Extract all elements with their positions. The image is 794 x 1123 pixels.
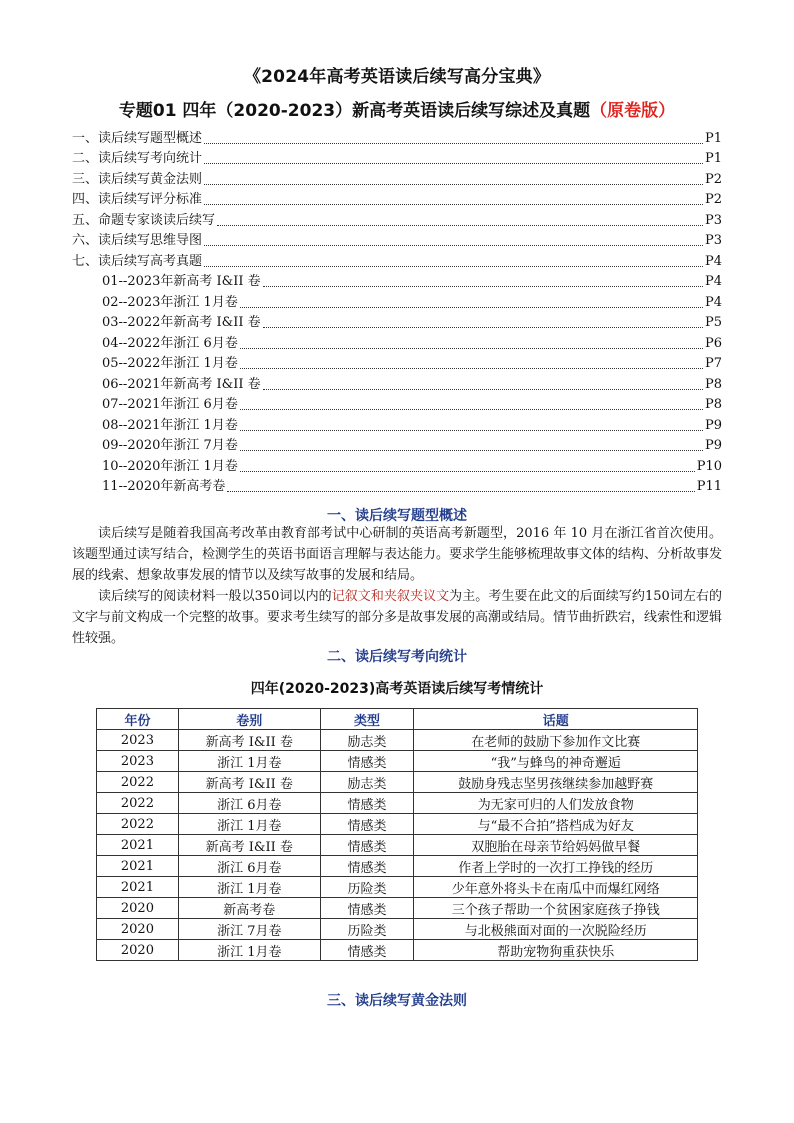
cell-topic: “我”与蜂鸟的神奇邂逅 xyxy=(414,751,698,772)
toc-entry[interactable] xyxy=(72,126,722,147)
cell-year: 2021 xyxy=(97,856,179,877)
toc-entry[interactable] xyxy=(72,270,722,291)
p2-text-start: 读后续写的阅读材料一般以350词以内的 xyxy=(98,589,332,604)
toc-entry-page: P7 xyxy=(704,356,722,371)
cell-paper: 浙江 6月卷 xyxy=(178,856,320,877)
toc-entry-label: 08--2021年浙江 1月卷 xyxy=(102,417,238,433)
toc-entry[interactable] xyxy=(72,290,722,311)
cell-topic: 三个孩子帮助一个贫困家庭孩子挣钱 xyxy=(414,898,698,919)
toc-entry-label: 02--2023年浙江 1月卷 xyxy=(102,294,238,310)
toc-dot-leader xyxy=(240,429,703,431)
toc-entry[interactable] xyxy=(72,331,722,352)
toc-entry[interactable] xyxy=(72,454,722,475)
toc-dot-leader xyxy=(240,367,703,369)
toc-entry-label: 七、读后续写高考真题 xyxy=(72,253,203,269)
toc-entry[interactable] xyxy=(72,167,722,188)
document-subtitle xyxy=(0,96,794,121)
toc-entry-page: P5 xyxy=(704,315,722,330)
toc-entry-label: 六、读后续写思维导图 xyxy=(72,233,203,248)
cell-topic: 为无家可归的人们发放食物 xyxy=(414,793,698,814)
toc-entry-label: 01--2023年新高考 I&II 卷 xyxy=(102,274,261,289)
table-title: 四年(2020-2023)高考英语读后续写考情统计 xyxy=(250,681,544,697)
subtitle-tag: （原卷版） xyxy=(590,101,676,121)
toc-dot-leader xyxy=(240,347,703,349)
cell-topic: 鼓励身残志坚男孩继续参加越野赛 xyxy=(414,772,698,793)
toc-entry-page: P9 xyxy=(704,438,722,453)
cell-type: 情感类 xyxy=(320,856,414,877)
cell-year: 2023 xyxy=(97,730,179,751)
cell-type: 情感类 xyxy=(320,835,414,856)
cell-topic: 在老师的鼓励下参加作文比赛 xyxy=(414,730,698,751)
toc-entry-page: P4 xyxy=(704,274,722,289)
toc-entry-page: P8 xyxy=(704,376,722,392)
overview-paragraph-2 xyxy=(72,586,722,649)
table-row xyxy=(97,772,698,793)
toc-entry-label: 04--2022年浙江 6月卷 xyxy=(102,335,238,351)
toc-dot-leader xyxy=(204,183,703,185)
cell-year: 2020 xyxy=(97,940,179,961)
cell-paper: 浙江 1月卷 xyxy=(178,751,320,772)
cell-topic: 与“最不合拍”搭档成为好友 xyxy=(414,814,698,835)
table-row xyxy=(97,877,698,898)
cell-paper: 浙江 1月卷 xyxy=(178,814,320,835)
table-row xyxy=(97,898,698,919)
toc-dot-leader xyxy=(240,449,703,451)
cell-paper: 浙江 6月卷 xyxy=(178,793,320,814)
cell-type: 励志类 xyxy=(320,772,414,793)
table-row xyxy=(97,856,698,877)
cell-paper: 新高考 I&II 卷 xyxy=(178,835,320,856)
cell-year: 2020 xyxy=(97,919,179,940)
toc-entry[interactable] xyxy=(72,413,722,434)
table-row xyxy=(97,919,698,940)
table-of-contents xyxy=(72,126,722,495)
header-type: 类型 xyxy=(320,709,414,730)
cell-year: 2022 xyxy=(97,772,179,793)
section-heading-overview: 一、读后续写题型概述 xyxy=(327,508,467,524)
p2-text-end: 为主。考生要在此文的后面续写约150词左右的文字与前文构成一个完整的故事。要求考生续写的部分多是故事发展的高潮或结局。情节曲折跌宕，线索性和逻辑性较强。 xyxy=(72,589,723,646)
toc-dot-leader xyxy=(227,490,694,492)
overview-paragraph-1: 读后续写是随着我国高考改革由教育部考试中心研制的英语高考新题型，2016 年 10 月在浙江省首次使用。该题型通过读写结合，检测学生的英语书面语言理解与表达能力。要求学生能够梳理故事文体的结构、分析故事发展的线索、想象故事发展的情节以及续写故事的发展和结局。 xyxy=(72,526,723,583)
subtitle-main: 专题01 四年（2020-2023）新高考英语读后续写综述及真题 xyxy=(118,101,591,121)
toc-dot-leader xyxy=(217,224,703,226)
toc-entry-page: P6 xyxy=(704,335,722,351)
table-row xyxy=(97,730,698,751)
cell-topic: 双胞胎在母亲节给妈妈做早餐 xyxy=(414,835,698,856)
toc-entry[interactable] xyxy=(72,208,722,229)
cell-type: 情感类 xyxy=(320,940,414,961)
cell-type: 情感类 xyxy=(320,751,414,772)
toc-entry[interactable] xyxy=(72,393,722,414)
toc-dot-leader xyxy=(240,306,703,308)
table-header-row xyxy=(97,709,698,730)
cell-year: 2022 xyxy=(97,814,179,835)
toc-dot-leader xyxy=(263,388,703,390)
toc-dot-leader xyxy=(204,244,703,246)
toc-entry-page: P4 xyxy=(704,253,722,269)
toc-entry-label: 11--2020年新高考卷 xyxy=(102,479,226,494)
toc-entry[interactable] xyxy=(72,475,722,496)
toc-entry-page: P11 xyxy=(696,479,722,494)
cell-paper: 浙江 1月卷 xyxy=(178,877,320,898)
cell-topic: 少年意外将头卡在南瓜中而爆红网络 xyxy=(414,877,698,898)
toc-entry-page: P4 xyxy=(704,294,722,310)
cell-paper: 新高考卷 xyxy=(178,898,320,919)
cell-type: 情感类 xyxy=(320,898,414,919)
cell-paper: 浙江 1月卷 xyxy=(178,940,320,961)
toc-entry-page: P8 xyxy=(704,397,722,412)
cell-topic: 帮助宠物狗重获快乐 xyxy=(414,940,698,961)
toc-entry[interactable] xyxy=(72,434,722,455)
toc-entry-label: 二、读后续写考向统计 xyxy=(72,151,203,166)
p2-highlight: 记叙文和夹叙夹议文 xyxy=(331,589,450,604)
cell-paper: 新高考 I&II 卷 xyxy=(178,772,320,793)
toc-dot-leader xyxy=(204,142,703,144)
toc-entry-page: P2 xyxy=(704,171,722,187)
toc-entry-label: 07--2021年浙江 6月卷 xyxy=(102,397,238,412)
table-row xyxy=(97,751,698,772)
toc-entry[interactable] xyxy=(72,229,722,250)
toc-entry-label: 03--2022年新高考 I&II 卷 xyxy=(102,315,261,330)
document-title: 《2024年高考英语读后续写高分宝典》 xyxy=(243,67,551,87)
cell-topic: 作者上学时的一次打工挣钱的经历 xyxy=(414,856,698,877)
cell-year: 2020 xyxy=(97,898,179,919)
cell-year: 2021 xyxy=(97,835,179,856)
section-heading-statistics: 二、读后续写考向统计 xyxy=(327,649,467,665)
cell-paper: 新高考 I&II 卷 xyxy=(178,730,320,751)
toc-entry-page: P9 xyxy=(704,417,722,433)
cell-type: 情感类 xyxy=(320,793,414,814)
cell-type: 历险类 xyxy=(320,919,414,940)
toc-dot-leader xyxy=(204,265,703,267)
toc-entry-page: P10 xyxy=(696,458,722,474)
table-row xyxy=(97,793,698,814)
toc-entry[interactable] xyxy=(72,372,722,393)
header-topic: 话题 xyxy=(414,709,698,730)
toc-dot-leader xyxy=(204,203,703,205)
toc-entry-page: P1 xyxy=(704,130,722,146)
toc-entry-label: 05--2022年浙江 1月卷 xyxy=(102,356,238,371)
toc-entry-page: P2 xyxy=(704,192,722,207)
toc-entry[interactable] xyxy=(72,147,722,168)
cell-year: 2022 xyxy=(97,793,179,814)
section-heading-golden-rules: 三、读后续写黄金法则 xyxy=(327,993,467,1009)
header-paper: 卷别 xyxy=(178,709,320,730)
toc-dot-leader xyxy=(263,285,703,287)
header-year: 年份 xyxy=(97,709,179,730)
toc-entry[interactable] xyxy=(72,188,722,209)
table-row xyxy=(97,940,698,961)
toc-entry-page: P3 xyxy=(704,233,722,248)
toc-entry-page: P3 xyxy=(704,212,722,228)
cell-year: 2021 xyxy=(97,877,179,898)
cell-paper: 浙江 7月卷 xyxy=(178,919,320,940)
toc-entry-label: 三、读后续写黄金法则 xyxy=(72,171,203,187)
cell-type: 历险类 xyxy=(320,877,414,898)
toc-entry-page: P1 xyxy=(704,151,722,166)
toc-entry-label: 一、读后续写题型概述 xyxy=(72,130,203,146)
cell-year: 2023 xyxy=(97,751,179,772)
toc-entry-label: 五、命题专家谈读后续写 xyxy=(72,212,216,228)
toc-entry[interactable] xyxy=(72,249,722,270)
toc-entry[interactable] xyxy=(72,311,722,332)
toc-dot-leader xyxy=(240,408,703,410)
toc-entry-label: 四、读后续写评分标准 xyxy=(72,192,203,207)
toc-entry-label: 09--2020年浙江 7月卷 xyxy=(102,438,238,453)
cell-type: 励志类 xyxy=(320,730,414,751)
toc-dot-leader xyxy=(263,326,703,328)
exam-statistics-table xyxy=(96,708,698,961)
toc-entry-label: 06--2021年新高考 I&II 卷 xyxy=(102,376,261,392)
toc-dot-leader xyxy=(240,470,695,472)
cell-topic: 与北极熊面对面的一次脱险经历 xyxy=(414,919,698,940)
toc-entry-label: 10--2020年浙江 1月卷 xyxy=(102,458,238,474)
table-row xyxy=(97,814,698,835)
cell-type: 情感类 xyxy=(320,814,414,835)
toc-dot-leader xyxy=(204,162,703,164)
table-row xyxy=(97,835,698,856)
toc-entry[interactable] xyxy=(72,352,722,373)
